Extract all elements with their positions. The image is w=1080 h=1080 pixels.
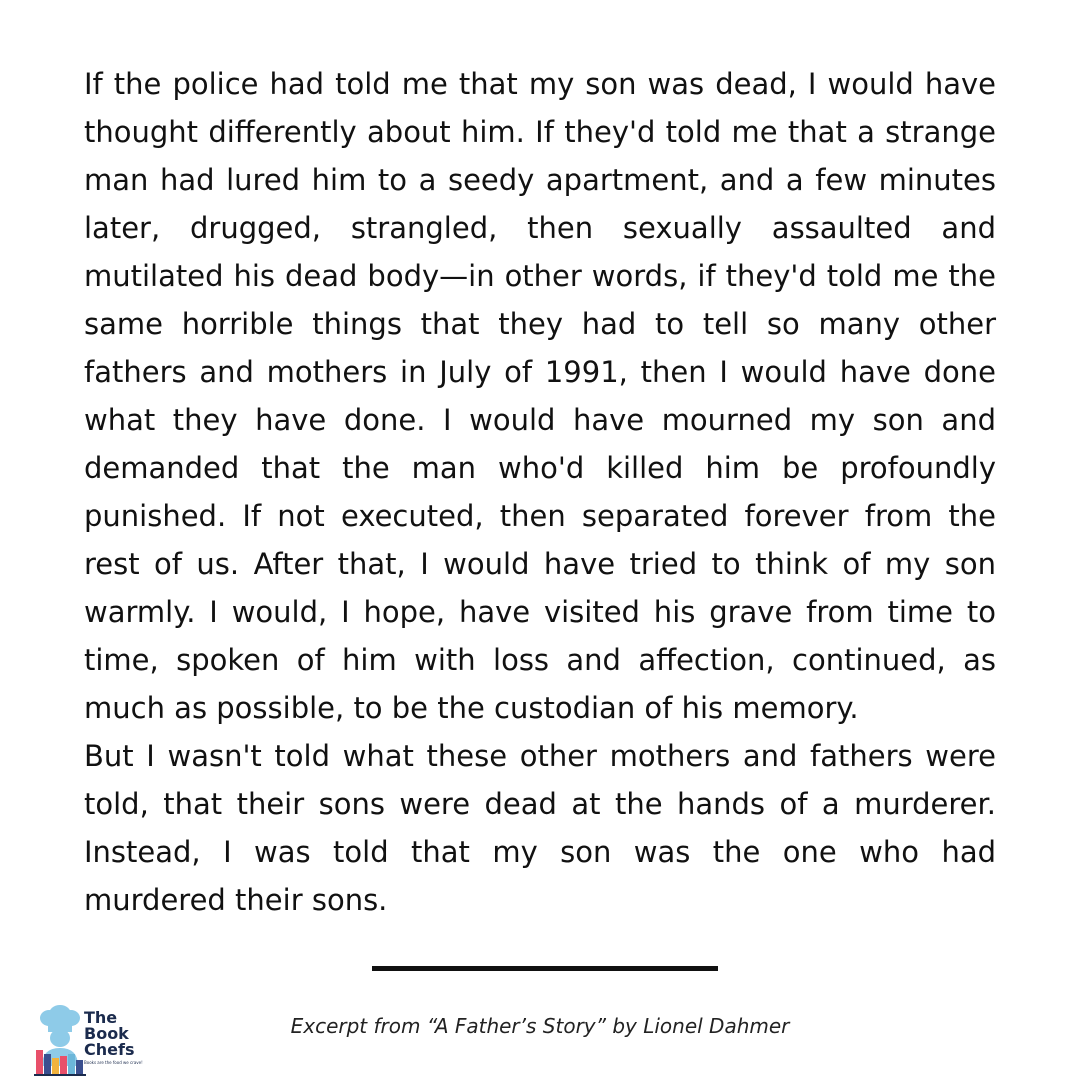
- logo-tagline: Books are the food we crave!: [84, 1060, 143, 1065]
- logo-wordmark: [84, 1010, 134, 1058]
- source-caption: Excerpt from “A Father’s Story” by Lionel Dahmer: [290, 1014, 790, 1038]
- excerpt-paragraph-1: If the police had told me that my son was dead, I would have thought differently about him. If they'd told me that a strange man had lured him to a seedy apartment, and a few minutes later, drugged, strangled, then sexually assaulted and mutilated his dead body—in other words, if they'd told me the same horrible things that they had to tell so many other fathers and mothers in July of 1991, then I would have done what they have done. I would have mourned my son and demanded that the man who'd killed him be profoundly punished. If not executed, then separated forever from the rest of us. After that, I would have tried to think of my son warmly. I would, I hope, have visited his grave from time to time, spoken of him with loss and affection, continued, as much as possible, to be the custodian of his memory.: [84, 67, 996, 725]
- excerpt-text: [84, 60, 996, 924]
- the-book-chefs-logo: [34, 1004, 146, 1076]
- logo-word-chefs: Chefs: [84, 1040, 135, 1059]
- chef-with-books-logo-icon: [34, 1004, 86, 1076]
- logo-word-the: The: [84, 1008, 118, 1027]
- logo-word-book: Book: [84, 1024, 129, 1043]
- excerpt-paragraph-2: But I wasn't told what these other mothers and fathers were told, that their sons were dead at the hands of a murderer. Instead, I was told that my son was the one who had murdered their sons.: [84, 739, 996, 917]
- divider-line: [372, 966, 718, 971]
